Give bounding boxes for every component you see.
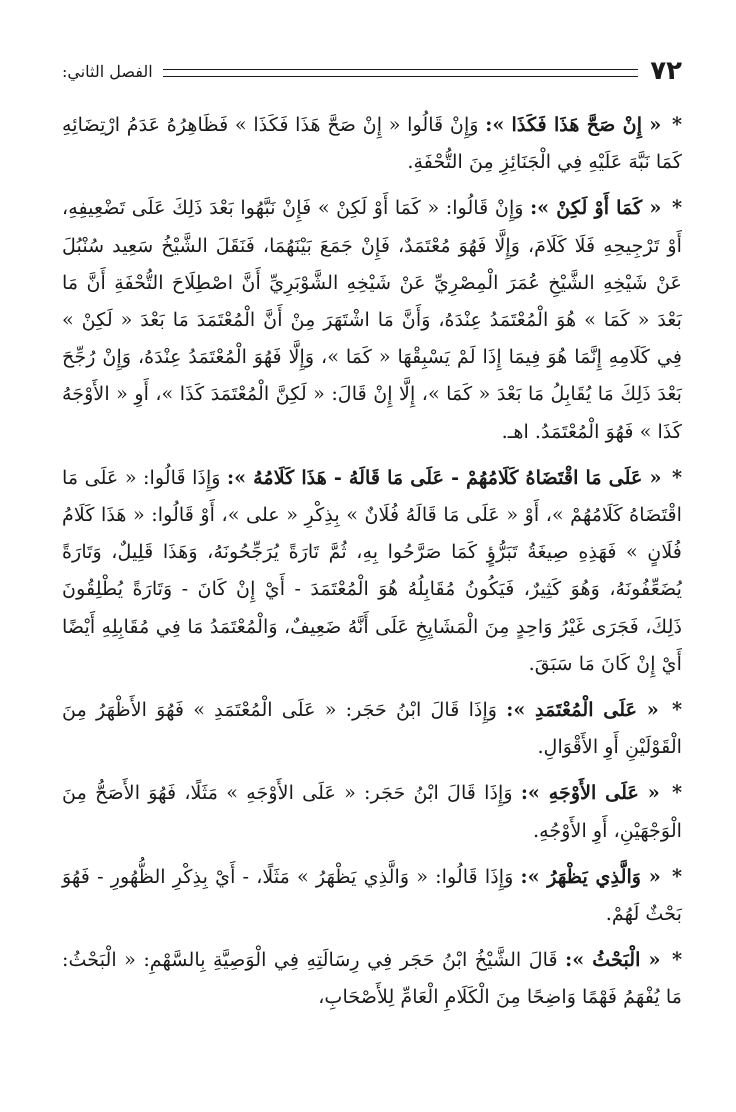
page-body <box>62 106 682 1016</box>
paragraph-text: وَإِنْ قَالُوا « إِنْ صَحَّ هَذَا فَكَذَا » فَظَاهِرُهُ عَدَمُ ارْتِضَائِهِ كَمَا نَبَّهَ عَلَيْهِ فِي الْجَنَائِزِ مِنَ التُّحْفَةِ. <box>62 113 682 174</box>
paragraph-al-bahth <box>62 941 682 1015</box>
chapter-title: الفصل الثاني: <box>62 61 153 81</box>
bullet-asterisk: * <box>671 196 682 220</box>
term-heading: « إِنْ صَحَّ هَذَا فَكَذَا »: <box>485 113 662 136</box>
paragraph-ala-al-mutamad <box>62 691 682 765</box>
term-heading: « الْبَحْثُ »: <box>565 948 661 972</box>
paragraph-text: وَإِنْ قَالُوا: « كَمَا أَوْ لَكِنْ » فَإِنْ نَبَّهُوا بَعْدَ ذَلِكَ عَلَى تَضْعِيفِهِ، أَوْ تَرْجِيحِهِ فَلَا كَلَامَ، وَإِلَّا فَهُوَ مُعْتَمَدٌ، فَإِنْ جَمَعَ بَيْنَهُمَا، فَنَقَلَ الشَّيْخُ سَعِيد سُنْبُلَ عَنْ شَيْخِهِ الشَّيْخِ عُمَرَ الْمِصْرِيِّ عَنْ شَيْخِهِ الشَّوْبَرِيِّ أَنَّ اصْطِلَاحَ التُّحْفَةِ أَنَّ مَا بَعْدَ « كَمَا » هُوَ الْمُعْتَمَدُ عِنْدَهُ، وَأَنَّ مَا اشْتَهَرَ مِنْ أَنَّ الْمُعْتَمَدَ مَا بَعْدَ « لَكِنْ » فِي كَلَامِهِ إِنَّمَا هُوَ فِيمَا إِذَا لَمْ يَسْبِقْهَا « كَمَا »، وَإِلَّا فَهُوَ الْمُعْتَمَدُ عِنْدَهُ، وَإِنْ رُجِّحَ بَعْدَ ذَلِكَ مَا يُقَابِلُ مَا بَعْدَ « كَمَا »، إِلَّا إِنْ قَالَ: « لَكِنَّ الْمُعْتَمَدَ كَذَا »، أَوِ « الأَوْجَهُ كَذَا » فَهُوَ الْمُعْتَمَدُ. اهـ. <box>62 196 682 443</box>
paragraph-kama-aw-lakin <box>62 189 682 449</box>
paragraph-alladhi-yazhar <box>62 858 682 932</box>
paragraph-ala-ma-iqtadahu <box>62 459 682 682</box>
header-double-rule <box>163 69 639 77</box>
term-heading: « عَلَى الْمُعْتَمَدِ »: <box>506 698 659 722</box>
bullet-asterisk: * <box>671 781 682 805</box>
paragraph-text: وَإِذَا قَالُوا: « عَلَى مَا اقْتَضَاهُ كَلَامُهُمْ »، أَوْ « عَلَى مَا قَالَهُ فُلَانٌ » بِذِكْرِ « على »، أَوْ قَالُوا: « هَذَا كَلَامُ فُلَانٍ » فَهَذِهِ صِيغَةُ تَبَرُّؤٍ كَمَا صَرَّحُوا بِهِ، ثُمَّ تَارَةً يُرَجِّحُونَهُ، وَهَذَا قَلِيلٌ، وَتَارَةً يُضَعِّفُونَهُ، وَهُوَ كَثِيرٌ، فَيَكُونُ مُقَابِلُهُ هُوَ الْمُعْتَمَدَ - أَيْ إِنْ كَانَ - وَتَارَةً يُطْلِقُونَ ذَلِكَ، فَجَرَى غَيْرُ وَاحِدٍ مِنَ الْمَشَايِخِ عَلَى أَنَّهُ ضَعِيفٌ، وَالْمُعْتَمَدُ مَا فِي مُقَابِلِهِ أَيْضًا أَيْ إِنْ كَانَ مَا سَبَقَ. <box>62 465 682 675</box>
paragraph-ala-al-awjah <box>62 774 682 848</box>
page-header <box>62 50 682 92</box>
bullet-asterisk: * <box>671 698 682 722</box>
paragraph-in-sahha <box>62 106 682 180</box>
term-heading: « كَمَا أَوْ لَكِنْ »: <box>530 196 662 220</box>
bullet-asterisk: * <box>671 465 682 489</box>
term-heading: « وَالَّذِي يَظْهَرُ »: <box>520 864 661 888</box>
paragraph-text: وَإِذَا قَالُوا: « وَالَّذِي يَظْهَرُ » مَثَلًا، - أَيْ بِذِكْرِ الظُّهُورِ - فَهُوَ بَحْثٌ لَهُمْ. <box>62 864 682 926</box>
bullet-asterisk: * <box>671 864 682 888</box>
paragraph-text: وَإِذَا قَالَ ابْنُ حَجَر: « عَلَى الأَوْجَهِ » مَثَلًا، فَهُوَ الأَصَحُّ مِنَ الْوَجْهَيْنِ، أَوِ الأَوْجُهِ. <box>62 781 682 842</box>
paragraph-text: قَالَ الشَّيْخُ ابْنُ حَجَر فِي رِسَالَتِهِ فِي الْوَصِيَّةِ بِالسَّهْمِ: « الْبَحْثُ: مَا يُفْهَمُ فَهْمًا وَاضِحًا مِنَ الْكَلَامِ الْعَامِّ لِلأَصْحَابِ، <box>62 948 682 1009</box>
book-page <box>62 50 682 1080</box>
term-heading: « عَلَى الأَوْجَهِ »: <box>520 781 660 805</box>
paragraph-text: وَإِذَا قَالَ ابْنُ حَجَر: « عَلَى الْمُعْتَمَدِ » فَهُوَ الأَظْهَرُ مِنَ الْقَوْلَيْنِ أَوِ الأَقْوَالِ. <box>62 698 682 759</box>
page-number: ٧٢ <box>650 56 682 86</box>
bullet-asterisk: * <box>671 948 682 972</box>
term-heading: « عَلَى مَا اقْتَضَاهُ كَلَامُهُمْ - عَلَى مَا قَالَهُ - هَذَا كَلَامُهُ »: <box>227 465 662 489</box>
bullet-asterisk: * <box>671 113 682 136</box>
